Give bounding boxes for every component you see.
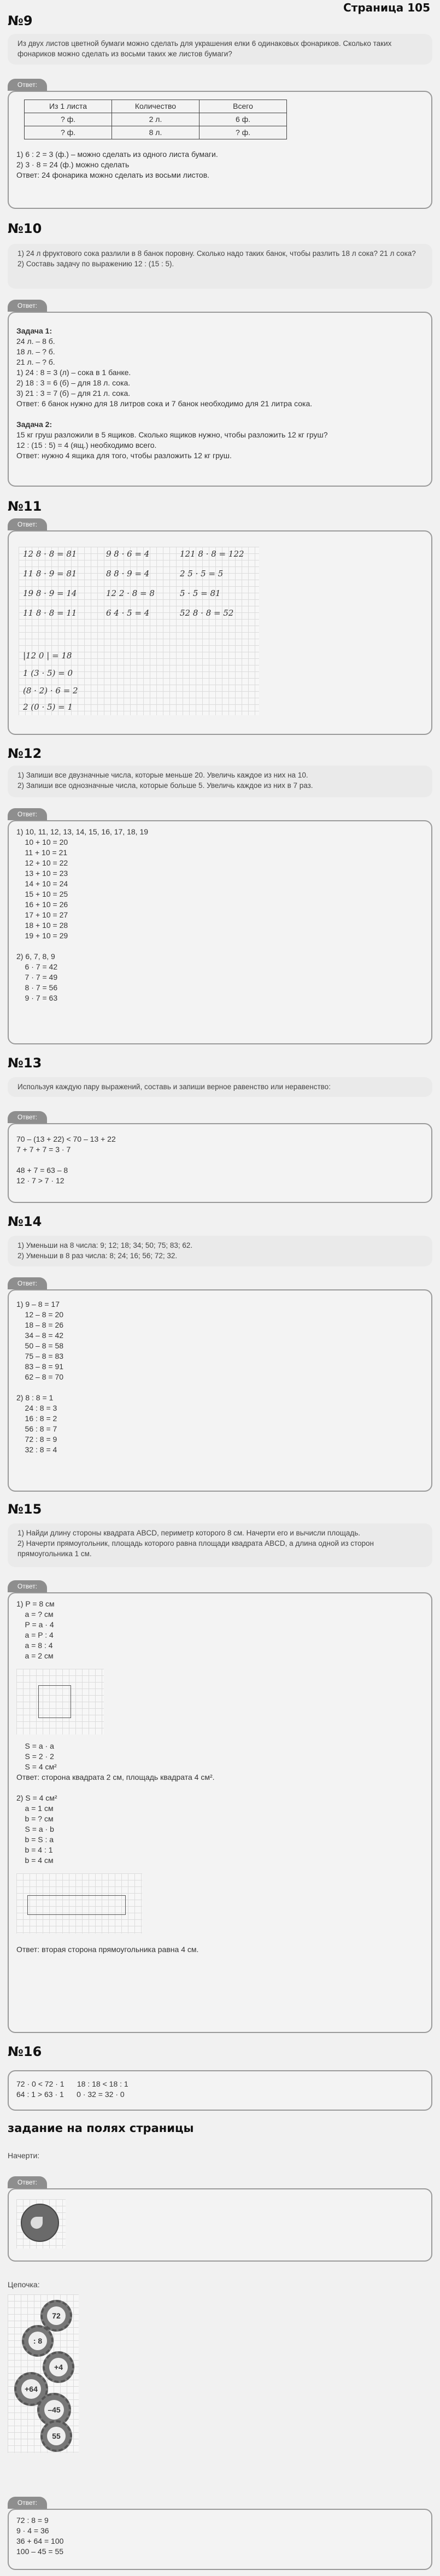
answer-line: 18 + 10 = 28 bbox=[16, 921, 68, 930]
answer-line: 2) 3 · 8 = 24 (ф.) можно сделать bbox=[16, 160, 130, 169]
answer-line: P = a · 4 bbox=[16, 1620, 54, 1629]
handwritten-expression: 5 · 5 = 81 bbox=[180, 588, 221, 598]
answer-12 bbox=[8, 820, 432, 1044]
answer-tab-9: Ответ: bbox=[8, 79, 47, 91]
table-header-cell: Всего bbox=[200, 100, 287, 113]
answer-line: b = S : a bbox=[16, 1835, 54, 1844]
table-row bbox=[25, 113, 287, 126]
answer-line: 72 : 8 = 9 bbox=[16, 2516, 49, 2525]
answer-line: 1) P = 8 см bbox=[16, 1599, 55, 1608]
answer-line: 50 – 8 = 58 bbox=[16, 1341, 64, 1350]
handwritten-exercise bbox=[19, 547, 259, 715]
handwritten-expression: |12 0 | = 18 bbox=[23, 651, 72, 661]
answer-line: 24 л. – 8 б. bbox=[16, 337, 55, 346]
answer-line: a = 8 : 4 bbox=[16, 1641, 53, 1650]
task-line: 1) 24 л фруктового сока разлили в 8 банок поровну. Сколько надо таких банок, чтобы разлить 18 л сока? 21 л сока? bbox=[17, 249, 416, 258]
answer-tab-13: Ответ: bbox=[8, 1111, 47, 1123]
task-2-heading: Задача 2: bbox=[16, 420, 52, 429]
answer-line: 18 – 8 = 26 bbox=[16, 1321, 64, 1329]
answer-line bbox=[16, 1155, 424, 1165]
answer-line: 19 + 10 = 29 bbox=[16, 931, 68, 940]
task-number-12: №12 bbox=[8, 746, 42, 761]
answer-line: 2) 8 : 8 = 1 bbox=[16, 1393, 54, 1402]
answer-line: 36 + 64 = 100 bbox=[16, 2537, 64, 2545]
answer-16 bbox=[8, 2070, 432, 2111]
answer-line: 18 л. – ? б. bbox=[16, 347, 55, 356]
answer-line: 12 : (15 : 5) = 4 (ящ.) необходимо всего. bbox=[16, 441, 157, 449]
handwritten-expression: 6 4 · 5 = 4 bbox=[106, 608, 150, 618]
table-cell: ? ф. bbox=[25, 126, 112, 139]
task-10-text bbox=[8, 244, 432, 289]
answer-line: Ответ: 24 фонарика можно сделать из восьми листов. bbox=[16, 171, 210, 179]
square-abcd bbox=[38, 1685, 71, 1718]
answer-line: S = a · b bbox=[16, 1825, 54, 1833]
answer-9 bbox=[8, 91, 432, 209]
cog-value: 72 bbox=[47, 2306, 66, 2325]
cog-icon bbox=[43, 2351, 74, 2383]
handwritten-expression: 11 8 · 9 = 81 bbox=[23, 569, 77, 579]
answer-line: 21 л. – ? б. bbox=[16, 358, 55, 366]
table-cell: 6 ф. bbox=[200, 113, 287, 126]
answer-line: 7 · 7 = 49 bbox=[16, 973, 58, 982]
answer-line: 15 кг груш разложили в 5 ящиков. Сколько ящиков нужно, чтобы разложить 12 кг груш? bbox=[16, 430, 328, 439]
answer-line: 100 – 45 = 55 bbox=[16, 2547, 64, 2556]
task-line: 1) Запиши все двузначные числа, которые меньше 20. Увеличь каждое из них на 10. bbox=[17, 771, 308, 779]
answer-line: 72 : 8 = 9 bbox=[16, 1435, 57, 1444]
answer-tab-margin-2: Ответ: bbox=[8, 2497, 47, 2509]
circle-shape bbox=[21, 2204, 59, 2242]
rectangle-shape bbox=[27, 1895, 126, 1915]
answer-line: b = 4 : 1 bbox=[16, 1845, 53, 1854]
task-line: 1) Найди длину стороны квадрата ABCD, периметр которого 8 см. Начерти его и вычисли площадь. bbox=[17, 1529, 361, 1537]
table-row bbox=[25, 126, 287, 139]
answer-line: Ответ: сторона квадрата 2 см, площадь квадрата 4 см². bbox=[16, 1773, 215, 1781]
handwritten-expression: 12 2 · 8 = 8 bbox=[106, 588, 155, 598]
handwritten-expression: 2 5 · 5 = 5 bbox=[180, 569, 224, 579]
answer-line: 48 + 7 = 63 – 8 bbox=[16, 1166, 68, 1175]
answer-line: 1) 10, 11, 12, 13, 14, 15, 16, 17, 18, 19 bbox=[16, 827, 149, 836]
answer-line: 11 + 10 = 21 bbox=[16, 848, 68, 857]
cog-value: 55 bbox=[47, 2427, 66, 2445]
answer-line bbox=[16, 1382, 424, 1393]
table-header-cell: Из 1 листа bbox=[25, 100, 112, 113]
answer-line: 12 + 10 = 22 bbox=[16, 858, 68, 867]
cog-value: –45 bbox=[44, 2400, 64, 2420]
answer-tab-12: Ответ: bbox=[8, 808, 47, 820]
answer-line: 15 + 10 = 25 bbox=[16, 890, 68, 898]
handwritten-expression: 9 8 · 6 = 4 bbox=[106, 549, 150, 559]
task-12-text bbox=[8, 766, 432, 797]
answer-line: 12 – 8 = 20 bbox=[16, 1310, 64, 1319]
task-number-9: №9 bbox=[8, 13, 33, 28]
answer-line: 70 – (13 + 22) < 70 – 13 + 22 bbox=[16, 1135, 116, 1143]
chain-label: Цепочка: bbox=[8, 2280, 40, 2289]
answer-line: 9 · 7 = 63 bbox=[16, 994, 58, 1002]
answer-line: 24 : 8 = 3 bbox=[16, 1404, 57, 1412]
answer-line: 2) 6, 7, 8, 9 bbox=[16, 952, 55, 961]
cog-icon bbox=[40, 2420, 72, 2452]
handwritten-expression: 1 (3 · 5) = 0 bbox=[23, 668, 73, 678]
answer-line: 64 : 1 > 63 · 1 0 · 32 = 32 · 0 bbox=[16, 2090, 125, 2099]
answer-line: 75 – 8 = 83 bbox=[16, 1352, 64, 1360]
answer-line: 32 : 8 = 4 bbox=[16, 1445, 57, 1454]
handwritten-expression: (8 · 2) · 6 = 2 bbox=[23, 686, 78, 696]
task-line: 2) Уменьши в 8 раз числа: 8; 24; 16; 56; 72; 32. bbox=[17, 1252, 178, 1260]
answer-line: 16 : 8 = 2 bbox=[16, 1414, 57, 1423]
task-line: 2) Составь задачу по выражению 12 : (15 : 5). bbox=[17, 260, 174, 268]
margin-tasks-heading: задание на полях страницы bbox=[8, 2122, 194, 2135]
handwritten-expression: 19 8 · 9 = 14 bbox=[23, 588, 77, 598]
answer-line: 56 : 8 = 7 bbox=[16, 1424, 57, 1433]
table-cell: ? ф. bbox=[25, 113, 112, 126]
answer-line: a = ? см bbox=[16, 1610, 54, 1619]
answer-11 bbox=[8, 530, 432, 735]
answer-line: 2) 18 : 3 = 6 (б) – для 18 л. сока. bbox=[16, 378, 131, 387]
task-number-16: №16 bbox=[8, 2044, 42, 2059]
answer-margin-drawing bbox=[8, 2188, 432, 2262]
square-drawing bbox=[16, 1669, 104, 1734]
answer-line: 62 – 8 = 70 bbox=[16, 1372, 64, 1381]
task-number-15: №15 bbox=[8, 1502, 42, 1517]
answer-line: 14 + 10 = 24 bbox=[16, 879, 68, 888]
handwritten-expression: 2 (0 · 5) = 1 bbox=[23, 702, 73, 712]
circle-drawing bbox=[16, 2199, 66, 2248]
answer-line: Ответ: нужно 4 ящика для того, чтобы разложить 12 кг груш. bbox=[16, 451, 232, 460]
table-header-cell: Количество bbox=[112, 100, 200, 113]
answer-15 bbox=[8, 1592, 432, 2033]
answer-line: 16 + 10 = 26 bbox=[16, 900, 68, 909]
answer-9-table bbox=[24, 100, 287, 139]
answer-tab-margin-1: Ответ: bbox=[8, 2176, 47, 2188]
table-cell: 8 л. bbox=[112, 126, 200, 139]
answer-line: 17 + 10 = 27 bbox=[16, 910, 68, 919]
answer-13 bbox=[8, 1123, 432, 1203]
answer-line: 1) 24 : 8 = 3 (л) – сока в 1 банке. bbox=[16, 368, 131, 377]
task-number-13: №13 bbox=[8, 1055, 42, 1071]
task-14-text bbox=[8, 1236, 432, 1266]
table-cell: 2 л. bbox=[112, 113, 200, 126]
answer-line: 1) 6 : 2 = 3 (ф.) – можно сделать из одного листа бумаги. bbox=[16, 150, 218, 159]
answer-line: 8 · 7 = 56 bbox=[16, 983, 58, 992]
answer-line: 1) 9 – 8 = 17 bbox=[16, 1300, 60, 1309]
chain-drawing bbox=[8, 2294, 79, 2453]
answer-tab-10: Ответ: bbox=[8, 300, 47, 312]
answer-line: 13 + 10 = 23 bbox=[16, 869, 68, 878]
answer-line: a = 1 см bbox=[16, 1804, 54, 1813]
answer-tab-15: Ответ: bbox=[8, 1580, 47, 1592]
answer-line: 9 · 4 = 36 bbox=[16, 2526, 49, 2535]
answer-line: 83 – 8 = 91 bbox=[16, 1362, 64, 1371]
table-cell: ? ф. bbox=[200, 126, 287, 139]
handwritten-expression: 52 8 · 8 = 52 bbox=[180, 608, 234, 618]
answer-line: a = P : 4 bbox=[16, 1631, 54, 1639]
answer-line: Ответ: вторая сторона прямоугольника равна 4 см. bbox=[16, 1945, 199, 1954]
handwritten-expression: 12 8 · 8 = 81 bbox=[23, 549, 77, 559]
task-1-heading: Задача 1: bbox=[16, 326, 52, 335]
answer-line: a = 2 см bbox=[16, 1651, 54, 1660]
cog-value: +64 bbox=[21, 2379, 41, 2399]
task-13-text: Используя каждую пару выражений, составь и запиши верное равенство или неравенство: bbox=[8, 1077, 432, 1097]
task-number-10: №10 bbox=[8, 221, 42, 236]
cog-icon bbox=[22, 2325, 54, 2357]
answer-line bbox=[16, 1783, 424, 1793]
answer-line: b = ? см bbox=[16, 1814, 54, 1823]
handwritten-expression: 11 8 · 8 = 11 bbox=[23, 608, 77, 618]
answer-line: 7 + 7 + 7 = 3 · 7 bbox=[16, 1145, 71, 1154]
answer-line: Ответ: 6 банок нужно для 18 литров сока и 7 банок необходимо для 21 литра сока. bbox=[16, 399, 313, 408]
answer-margin-chain bbox=[8, 2509, 432, 2570]
cog-value: : 8 bbox=[28, 2332, 47, 2350]
answer-tab-11: Ответ: bbox=[8, 518, 47, 530]
circle-sector bbox=[31, 2217, 43, 2229]
task-number-11: №11 bbox=[8, 499, 42, 514]
answer-tab-14: Ответ: bbox=[8, 1277, 47, 1289]
rectangle-drawing bbox=[16, 1873, 142, 1934]
handwritten-expression: 8 8 · 9 = 4 bbox=[106, 569, 150, 579]
answer-line: 10 + 10 = 20 bbox=[16, 838, 68, 846]
answer-line: 6 · 7 = 42 bbox=[16, 962, 58, 971]
handwritten-expression: 121 8 · 8 = 122 bbox=[180, 549, 244, 559]
answer-line: 3) 21 : 3 = 7 (б) – для 21 л. сока. bbox=[16, 389, 131, 398]
answer-line: 72 · 0 < 72 · 1 18 : 18 < 18 : 1 bbox=[16, 2080, 128, 2088]
task-line: 2) Запиши все однозначные числа, которые больше 5. Увеличь каждое из них в 7 раз. bbox=[17, 781, 313, 790]
answer-line: S = a · a bbox=[16, 1742, 54, 1750]
answer-line: 34 – 8 = 42 bbox=[16, 1331, 64, 1340]
answer-10 bbox=[8, 312, 432, 487]
task-line: 2) Начерти прямоугольник, площадь которого равна площади квадрата ABCD, а длина одной из сторон прямоугольника 1 см. bbox=[17, 1539, 374, 1558]
cog-value: +4 bbox=[49, 2358, 68, 2376]
answer-line: S = 4 см² bbox=[16, 1762, 57, 1771]
answer-line: S = 2 · 2 bbox=[16, 1752, 54, 1761]
task-15-text bbox=[8, 1523, 432, 1567]
answer-line: 12 · 7 > 7 · 12 bbox=[16, 1176, 64, 1185]
draw-label: Начерти: bbox=[8, 2151, 40, 2160]
answer-line: 2) S = 4 см² bbox=[16, 1794, 57, 1802]
answer-line bbox=[16, 941, 424, 951]
answer-14 bbox=[8, 1289, 432, 1492]
page-title: Страница 105 bbox=[343, 1, 430, 14]
answer-line: b = 4 см bbox=[16, 1856, 54, 1865]
task-9-text: Из двух листов цветной бумаги можно сделать для украшения елки 6 одинаковых фонариков. Сколько таких фонариков можно сделать из восьми таких же листов бумаги? bbox=[8, 34, 432, 65]
task-number-14: №14 bbox=[8, 1214, 42, 1229]
task-line: 1) Уменьши на 8 числа: 9; 12; 18; 34; 50; 75; 83; 62. bbox=[17, 1241, 193, 1249]
